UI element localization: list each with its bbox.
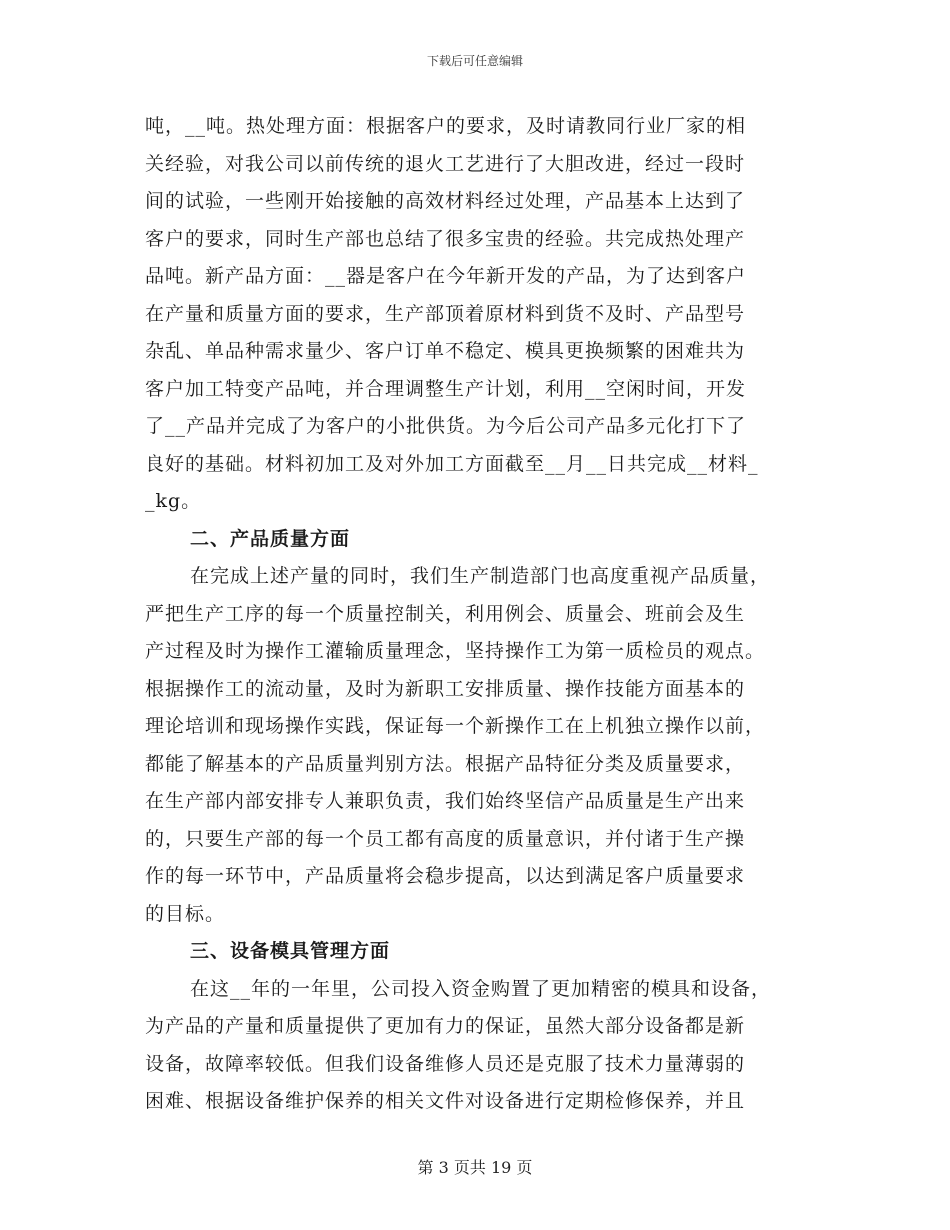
page-number: 第 3 页共 19 页 [417,1158,533,1177]
paragraph-line: 的，只要生产部的每一个员工都有高度的质量意识，并付诸于生产操 [145,827,746,850]
paragraph-line: 在产量和质量方面的要求，生产部顶着原材料到货不及时、产品型号 [145,302,746,325]
page-header: 下载后可任意编辑 [426,54,523,68]
paragraph-line: 良好的基础。材料初加工及对外加工方面截至__月__日共完成__材料_ [145,452,759,475]
section-heading-equipment: 三、设备模具管理方面 [190,940,391,962]
document-body [145,108,805,1121]
paragraph-line: 客户加工特变产品吨，并合理调整生产计划，利用__空闲时间，开发 [145,377,747,400]
paragraph-line: 作的每一环节中，产品质量将会稳步提高，以达到满足客户质量要求 [145,865,746,887]
paragraph-line: _kg。 [145,490,202,512]
paragraph-line: 的目标。 [145,902,226,925]
paragraph-line: 关经验，对我公司以前传统的退火工艺进行了大胆改进，经过一段时 [145,152,746,175]
paragraph-line: 理论培训和现场操作实践，保证每一个新操作工在上机独立操作以前， [145,715,766,737]
paragraph-line: 设备，故障率较低。但我们设备维修人员还是克服了技术力量薄弱的 [145,1052,746,1075]
paragraph-line: 为产品的产量和质量提供了更加有力的保证，虽然大部分设备都是新 [145,1015,746,1037]
paragraph-line: 都能了解基本的产品质量判别方法。根据产品特征分类及质量要求， [145,752,746,775]
paragraph-line: 了__产品并完成了为客户的小批供货。为今后公司产品多元化打下了 [145,415,747,437]
paragraph-line: 产过程及时为操作工灌输质量理念，坚持操作工为第一质检员的观点。 [145,640,766,662]
paragraph-line: 根据操作工的流动量，及时为新职工安排质量、操作技能方面基本的 [145,677,746,700]
paragraph-line: 在生产部内部安排专人兼职负责，我们始终坚信产品质量是生产出来 [145,790,746,812]
paragraph-line: 客户的要求，同时生产部也总结了很多宝贵的经验。共完成热处理产 [145,227,746,250]
section-heading-quality: 二、产品质量方面 [190,527,351,550]
paragraph-line: 间的试验，一些刚开始接触的高效材料经过处理，产品基本上达到了 [145,190,746,212]
paragraph-line: 杂乱、单品种需求量少、客户订单不稳定、模具更换频繁的困难共为 [145,340,746,362]
paragraph-line: 在完成上述产量的同时，我们生产制造部门也高度重视产品质量， [190,565,771,587]
paragraph-line: 在这__年的一年里，公司投入资金购置了更加精密的模具和设备， [190,977,772,1000]
paragraph-line: 吨，__吨。热处理方面：根据客户的要求，及时请教同行业厂家的相 [145,115,747,137]
paragraph-line: 困难、根据设备维护保养的相关文件对设备进行定期检修保养，并且 [145,1090,746,1112]
paragraph-line: 严把生产工序的每一个质量控制关，利用例会、质量会、班前会及生 [145,602,746,625]
paragraph-line: 品吨。新产品方面：__器是客户在今年新开发的产品，为了达到客户 [145,265,747,287]
